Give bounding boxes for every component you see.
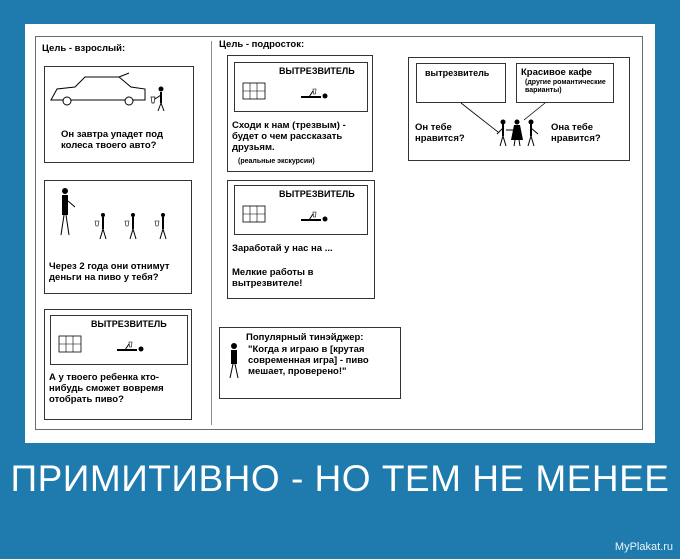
teen-card-work — [227, 180, 375, 299]
column-divider — [211, 41, 212, 425]
choice-scene — [408, 57, 630, 161]
choice-box-right-note: (другие романтические варианты) — [525, 79, 606, 94]
adult-card-car — [44, 66, 194, 163]
watermark: MyPlakat.ru — [614, 541, 673, 553]
poster-title: ПРИМИТИВНО - НО ТЕМ НЕ МЕНЕЕ — [10, 458, 670, 499]
teen-card-gamer — [219, 327, 401, 399]
teen-card-excursion-text: Сходи к нам (трезвым) - будет о чем рассказать друзьям. — [232, 120, 346, 153]
choice-label-right: Она тебе нравится? — [551, 122, 601, 144]
sobering-station-box — [50, 315, 188, 365]
poster-image — [35, 36, 643, 430]
adult-card-kids-text: Через 2 года они отнимут деньги на пиво у тебя? — [49, 261, 170, 283]
teen-sobering-box-2 — [234, 185, 368, 235]
teen-sobering-drawing-1 — [235, 63, 367, 111]
poster-frame — [25, 24, 655, 443]
teen-card-excursion-note: (реальные экскурсии) — [238, 158, 315, 165]
teen-card-gamer-title: Популярный тинэйджер: — [246, 332, 364, 343]
teen-card-work-text-a: Заработай у нас на ... — [232, 243, 333, 254]
heading-adult: Цель - взрослый: — [42, 43, 126, 54]
car-drawing — [45, 67, 193, 117]
adult-card-car-text: Он завтра упадет под колеса твоего авто? — [61, 129, 163, 151]
teen-sobering-sign-1: ВЫТРЕЗВИТЕЛЬ — [279, 66, 355, 76]
choice-box-left-label: вытрезвитель — [425, 68, 490, 78]
teen-sobering-drawing-2 — [235, 186, 367, 234]
gamer-figure — [224, 342, 244, 392]
sobering-station-sign: ВЫТРЕЗВИТЕЛЬ — [91, 319, 167, 329]
adult-card-child — [44, 309, 192, 420]
heading-teen: Цель - подросток: — [219, 39, 305, 50]
adult-card-kids — [44, 180, 192, 294]
teen-card-gamer-quote: "Когда я играю в [крутая современная игра] - пиво мешает, проверено!" — [248, 344, 369, 377]
teen-card-excursion — [227, 55, 373, 172]
choice-box-right-label: Красивое кафе — [521, 67, 592, 78]
choice-label-left: Он тебе нравится? — [415, 122, 465, 144]
sobering-station-drawing — [51, 316, 187, 364]
adult-card-child-text: А у твоего ребенка кто-нибудь сможет вовремя отобрать пиво? — [49, 372, 164, 405]
teen-sobering-sign-2: ВЫТРЕЗВИТЕЛЬ — [279, 189, 355, 199]
teen-sobering-box-1 — [234, 62, 368, 112]
kids-drawing — [45, 181, 191, 251]
teen-card-work-text-b: Мелкие работы в вытрезвителе! — [232, 267, 314, 289]
